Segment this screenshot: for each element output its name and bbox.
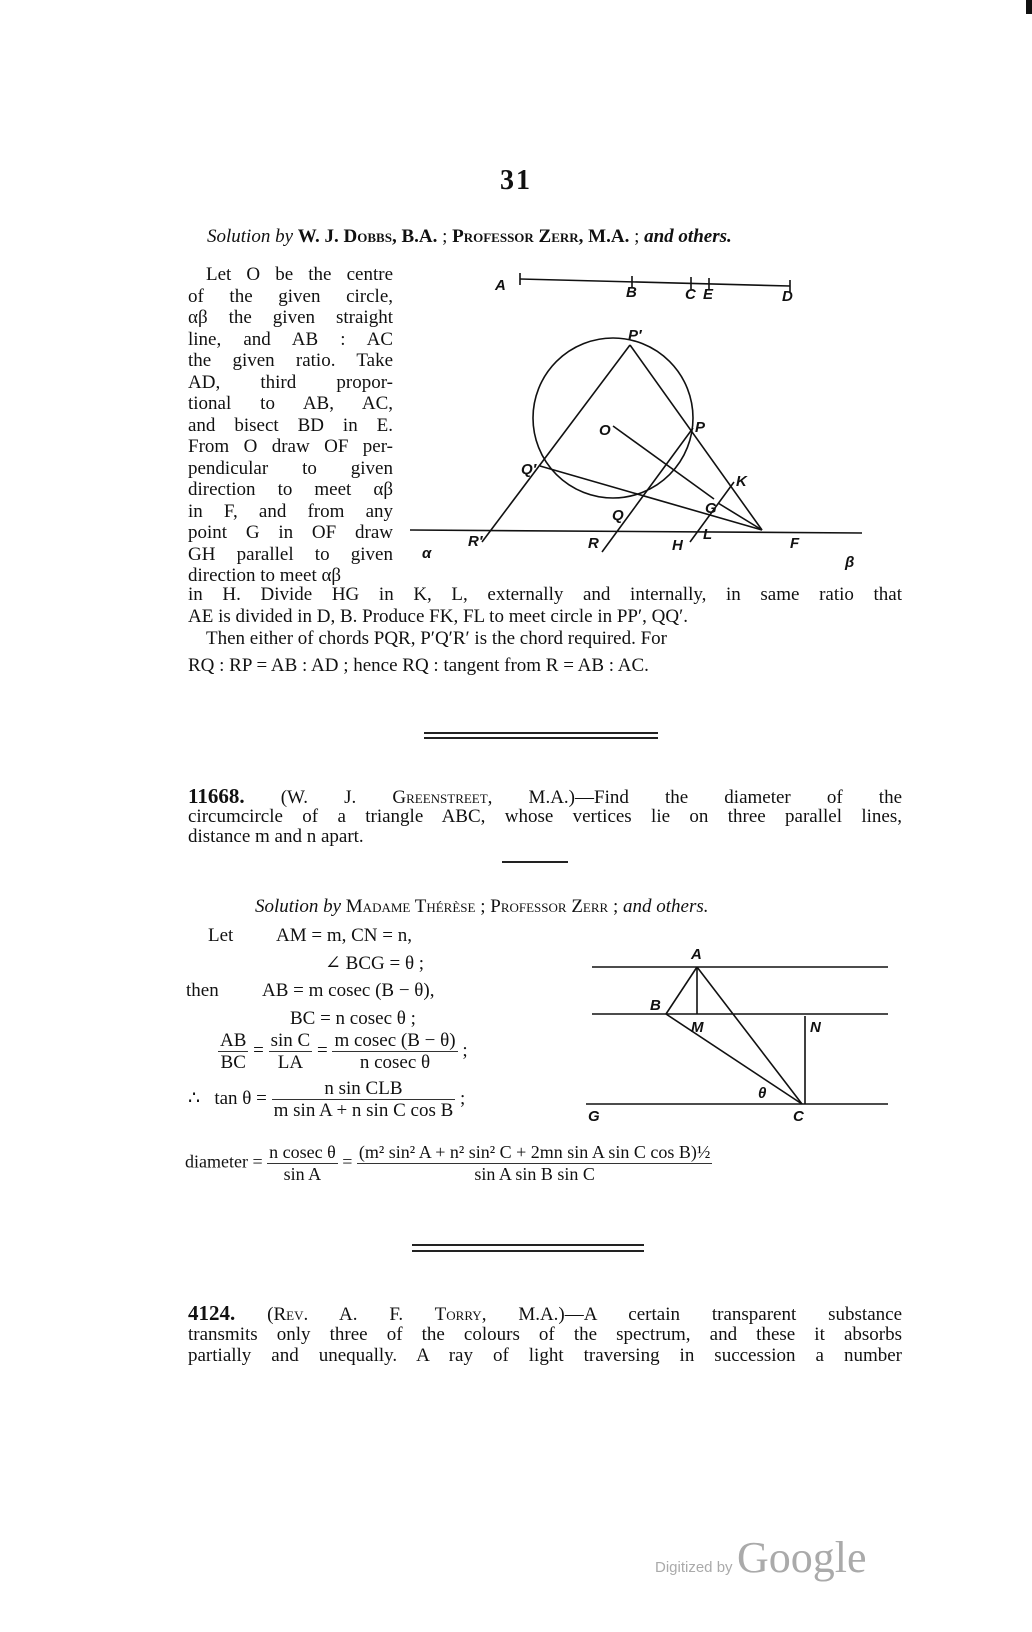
math-diameter-equation <box>185 1142 712 1185</box>
label-alpha: α <box>422 545 432 562</box>
geometry-figure-triangle <box>580 940 890 1130</box>
equals: = <box>316 1039 328 1061</box>
numerator: AB <box>220 1030 247 1051</box>
figure-labels <box>422 277 854 571</box>
separator: ; <box>475 896 491 917</box>
ratio-line <box>520 279 790 286</box>
math-eq-ab: AB = m cosec (B − θ), <box>262 980 435 1001</box>
label-A: A <box>495 277 506 294</box>
denominator: n cosec θ <box>359 1052 431 1073</box>
denominator: BC <box>220 1052 246 1073</box>
text-line: circumcircle of a triangle ABC, whose vertices lie on three parallel lines, <box>188 806 902 827</box>
section-divider <box>424 737 658 739</box>
solution-prefix: Solution by <box>207 226 294 247</box>
math-let: Let <box>208 925 234 946</box>
problem-number: 4124. <box>188 1301 236 1325</box>
label-P-prime: P′ <box>628 327 642 344</box>
problem-author: (W. J. Greenstreet, M.A.) <box>280 787 575 808</box>
text-line: pendicular to given <box>188 457 393 479</box>
label-B: B <box>650 997 661 1014</box>
text-line: tional to AB, AC, <box>188 393 393 414</box>
text-line: GH parallel to given <box>188 543 393 565</box>
label-G: G <box>588 1108 600 1125</box>
text-line: partially and unequally. A ray of light traversing in succession a number <box>188 1345 902 1366</box>
separator: ; <box>437 226 453 247</box>
label-K: K <box>736 473 747 490</box>
author-dobbs: W. J. Dobbs, B.A. <box>297 226 438 247</box>
diameter-label: diameter = <box>185 1151 263 1172</box>
given-circle <box>533 338 693 498</box>
numerator: n cosec θ <box>269 1142 336 1162</box>
label-beta: β <box>845 554 855 571</box>
fraction <box>272 1078 456 1121</box>
label-E: E <box>703 286 714 303</box>
equals: = <box>253 1039 264 1061</box>
text-line: RQ : RP = AB : AD ; hence RQ : tangent from R = AB : AC. <box>188 655 649 676</box>
text-line: transmits only three of the colours of the spectrum, and these it absorbs <box>188 1324 902 1345</box>
author-therese: Madame Thérèse <box>345 896 476 917</box>
label-G: G <box>705 500 717 517</box>
label-C: C <box>793 1108 804 1125</box>
fraction <box>269 1030 313 1073</box>
dash: — <box>575 787 594 808</box>
solution-heading-2 <box>255 896 709 917</box>
label-F: F <box>790 535 800 552</box>
label-D: D <box>782 288 793 305</box>
solution-heading-1 <box>207 226 732 247</box>
math-ratio-equation <box>218 1030 468 1073</box>
text-line: line, and AB : AC <box>188 328 393 350</box>
semicolon: ; <box>460 1087 466 1109</box>
problem-11668-line-1 <box>188 786 902 808</box>
label-C: C <box>685 286 696 303</box>
section-divider <box>412 1244 644 1246</box>
text-line: in F, and from any <box>188 500 393 522</box>
label-Q-prime: Q′ <box>521 461 537 478</box>
label-theta: θ <box>758 1085 767 1102</box>
label-N: N <box>810 1019 821 1036</box>
math-eq-am-cn: AM = m, CN = n, <box>276 925 412 946</box>
math-tan-equation <box>188 1078 465 1121</box>
math-eq-bc: BC = n cosec θ ; <box>290 1008 416 1029</box>
problem-text: A certain transparent substance <box>583 1304 903 1325</box>
fraction <box>218 1030 248 1073</box>
label-A: A <box>691 946 702 963</box>
fraction <box>357 1142 712 1185</box>
problem-4124-line-1 <box>188 1303 902 1325</box>
denominator: sin A <box>283 1164 322 1184</box>
numerator: (m² sin² A + n² sin² C + 2mn sin A sin C cos B)½ <box>358 1142 711 1162</box>
text-line: in H. Divide HG in K, L, externally and internally, in same ratio that <box>188 584 902 605</box>
author-zerr: Professor Zerr, M.A. <box>452 226 630 247</box>
label-H: H <box>672 537 683 554</box>
problem-text: Find the diameter of the <box>594 787 903 808</box>
math-then: then <box>186 980 219 1001</box>
section-divider <box>424 732 658 734</box>
author-zerr: Professor Zerr <box>490 896 609 917</box>
geometry-figure-chord <box>400 255 900 575</box>
text-line: of the given circle, <box>188 285 393 307</box>
watermark-prefix: Digitized by <box>655 1559 733 1576</box>
equals: = <box>342 1151 353 1172</box>
section-divider <box>412 1250 644 1252</box>
label-R: R <box>588 535 599 552</box>
label-L: L <box>703 526 713 543</box>
text-line: point G in OF draw <box>188 522 393 543</box>
google-watermark <box>655 1532 867 1583</box>
problem-number: 11668. <box>188 784 245 808</box>
text-line: the given ratio. Take <box>188 350 393 371</box>
separator: ; <box>629 226 645 247</box>
google-logo: Google <box>737 1533 867 1582</box>
semicolon: ; <box>462 1039 468 1061</box>
tan-label: tan θ = <box>214 1087 267 1109</box>
label-M: M <box>691 1019 704 1036</box>
problem-author: (Rev. A. F. Torry, M.A.) <box>267 1304 565 1325</box>
label-Q: Q <box>612 507 624 524</box>
denominator: LA <box>277 1052 304 1073</box>
separator: ; <box>608 896 623 917</box>
math-eq-angle: ∠ BCG = θ ; <box>325 953 425 974</box>
text-line: direction to meet αβ <box>188 565 342 586</box>
fraction <box>332 1030 457 1073</box>
short-divider <box>502 861 568 863</box>
fraction <box>267 1142 338 1185</box>
and-others: and others. <box>644 226 732 247</box>
numerator: sin C <box>270 1030 311 1051</box>
text-line: AD, third propor- <box>188 371 393 393</box>
page-number: 31 <box>500 165 532 196</box>
numerator: n sin CLB <box>272 1078 456 1100</box>
label-P: P <box>695 419 706 436</box>
text-line: Then either of chords PQR, P′Q′R′ is the chord required. For <box>206 628 668 649</box>
label-R-prime: R′ <box>468 533 483 550</box>
and-others: and others. <box>623 896 709 917</box>
solution-prefix: Solution by <box>255 896 342 917</box>
denominator: sin A sin B sin C <box>474 1164 595 1184</box>
label-O: O <box>599 422 611 439</box>
text-line: direction to meet αβ <box>188 479 393 500</box>
solution-column-text <box>188 264 393 587</box>
therefore-symbol: ∴ <box>188 1087 201 1109</box>
text-line: distance m and n apart. <box>188 826 364 847</box>
numerator: m cosec (B − θ) <box>334 1030 456 1051</box>
scan-edge-mark <box>1026 0 1032 14</box>
text-line: αβ the given straight <box>188 307 393 328</box>
text-line: Let O be the centre <box>206 264 393 285</box>
denominator: m sin A + n sin C cos B <box>273 1100 454 1121</box>
dash: — <box>564 1304 584 1325</box>
text-line: and bisect BD in E. <box>188 414 393 436</box>
label-B: B <box>626 284 637 301</box>
text-line: From O draw OF per- <box>188 436 393 457</box>
text-line: AE is divided in D, B. Produce FK, FL to meet circle in PP′, QQ′. <box>188 606 688 627</box>
